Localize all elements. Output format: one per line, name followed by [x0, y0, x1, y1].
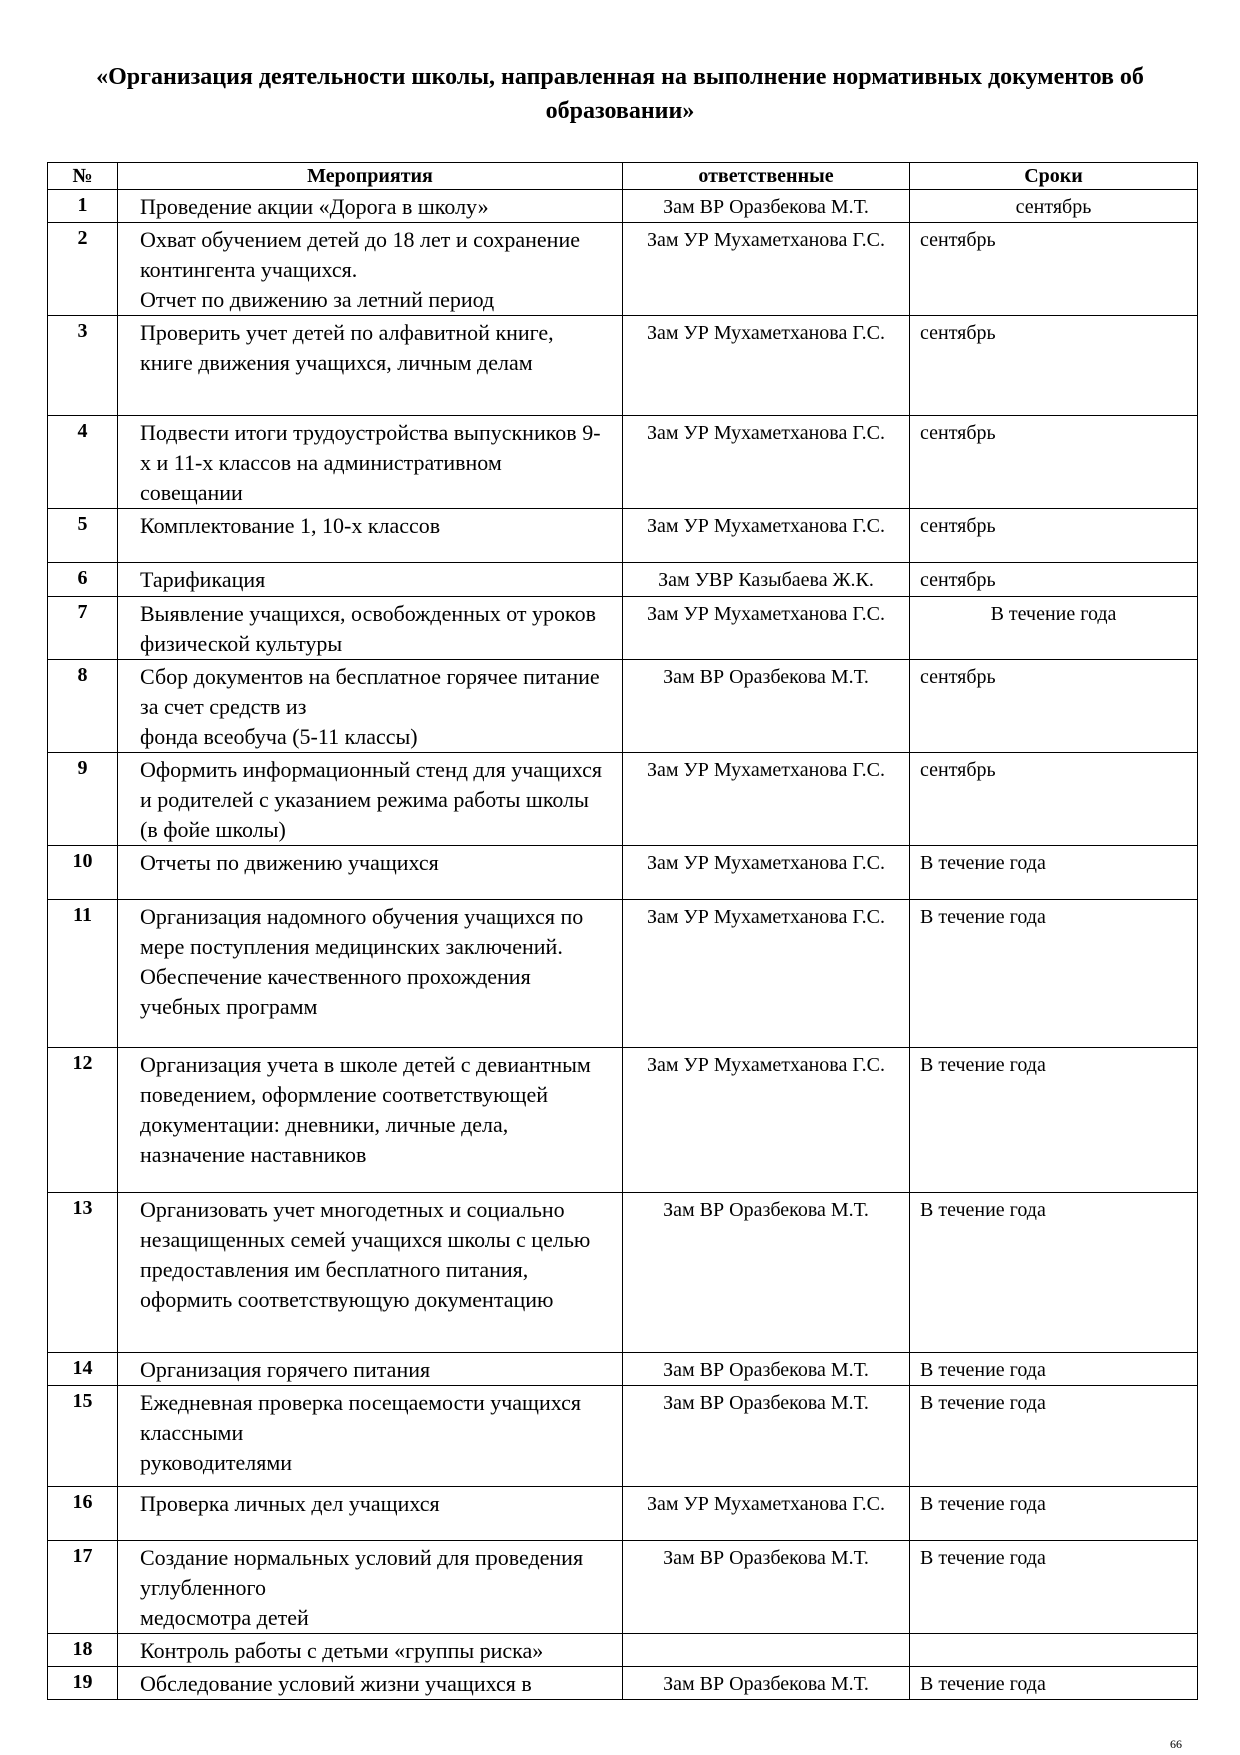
row-num: 1 — [48, 190, 118, 223]
row-term: В течение года — [910, 597, 1198, 660]
row-event: Создание нормальных условий для проведения углубленного медосмотра детей — [118, 1541, 623, 1634]
table-row — [48, 1048, 1198, 1193]
row-responsible: Зам ВР Оразбекова М.Т. — [623, 1353, 910, 1386]
table-row — [48, 1634, 1198, 1667]
row-event: Организовать учет многодетных и социально незащищенных семей учащихся школы с целью предоставления им бесплатного питания, оформить соответствующую документацию — [118, 1193, 623, 1353]
row-term: сентябрь — [910, 509, 1198, 563]
row-num: 3 — [48, 316, 118, 416]
row-responsible: Зам ВР Оразбекова М.Т. — [623, 1541, 910, 1634]
row-term: В течение года — [910, 1667, 1198, 1700]
row-num: 10 — [48, 846, 118, 900]
row-responsible: Зам ВР Оразбекова М.Т. — [623, 660, 910, 753]
row-num: 5 — [48, 509, 118, 563]
events-table — [47, 162, 1198, 1700]
row-event: Оформить информационный стенд для учащихся и родителей с указанием режима работы школы (в фойе школы) — [118, 753, 623, 846]
row-num: 12 — [48, 1048, 118, 1193]
page-title: «Организация деятельности школы, направленная на выполнение нормативных документов об образовании» — [96, 64, 1144, 124]
row-event: Организация учета в школе детей с девиантным поведением, оформление соответствующей документации: дневники, личные дела, назначение наставников — [118, 1048, 623, 1193]
row-event: Сбор документов на бесплатное горячее питание за счет средств из фонда всеобуча (5-11 классы) — [118, 660, 623, 753]
table-header-row — [48, 163, 1198, 190]
table-row — [48, 753, 1198, 846]
row-num: 18 — [48, 1634, 118, 1667]
row-responsible: Зам УР Мухаметханова Г.С. — [623, 416, 910, 509]
row-responsible: Зам УР Мухаметханова Г.С. — [623, 509, 910, 563]
table-row — [48, 563, 1198, 597]
row-term: В течение года — [910, 1353, 1198, 1386]
table-row — [48, 846, 1198, 900]
row-event: Проверка личных дел учащихся — [118, 1487, 623, 1541]
row-event: Обследование условий жизни учащихся в — [118, 1667, 623, 1700]
row-event: Проверить учет детей по алфавитной книге, книге движения учащихся, личным делам — [118, 316, 623, 416]
row-responsible: Зам ВР Оразбекова М.Т. — [623, 1386, 910, 1487]
row-num: 7 — [48, 597, 118, 660]
table-row — [48, 1386, 1198, 1487]
row-term: сентябрь — [910, 753, 1198, 846]
header-resp: ответственные — [623, 163, 910, 190]
row-num: 13 — [48, 1193, 118, 1353]
table-row — [48, 223, 1198, 316]
row-responsible — [623, 1634, 910, 1667]
row-event: Охват обучением детей до 18 лет и сохранение контингента учащихся. Отчет по движению за летний период — [118, 223, 623, 316]
row-num: 9 — [48, 753, 118, 846]
table-row — [48, 1541, 1198, 1634]
row-num: 2 — [48, 223, 118, 316]
table-row — [48, 1667, 1198, 1700]
row-term: сентябрь — [910, 563, 1198, 597]
row-term — [910, 1634, 1198, 1667]
table-row — [48, 1193, 1198, 1353]
row-term: сентябрь — [910, 660, 1198, 753]
row-responsible: Зам УР Мухаметханова Г.С. — [623, 597, 910, 660]
row-responsible: Зам УВР Казыбаева Ж.К. — [623, 563, 910, 597]
row-event: Контроль работы с детьми «группы риска» — [118, 1634, 623, 1667]
table-row — [48, 597, 1198, 660]
row-event: Организация надомного обучения учащихся по мере поступления медицинских заключений. Обеспечение качественного прохождения учебных программ — [118, 900, 623, 1048]
row-num: 16 — [48, 1487, 118, 1541]
row-term: В течение года — [910, 1048, 1198, 1193]
row-term: сентябрь — [910, 223, 1198, 316]
row-num: 15 — [48, 1386, 118, 1487]
row-term: сентябрь — [910, 416, 1198, 509]
row-responsible: Зам УР Мухаметханова Г.С. — [623, 846, 910, 900]
row-responsible: Зам ВР Оразбекова М.Т. — [623, 1193, 910, 1353]
row-num: 14 — [48, 1353, 118, 1386]
table-row — [48, 190, 1198, 223]
row-event: Выявление учащихся, освобожденных от уроков физической культуры — [118, 597, 623, 660]
row-event: Организация горячего питания — [118, 1353, 623, 1386]
row-responsible: Зам УР Мухаметханова Г.С. — [623, 1048, 910, 1193]
row-term: В течение года — [910, 1193, 1198, 1353]
row-event: Проведение акции «Дорога в школу» — [118, 190, 623, 223]
table-row — [48, 1487, 1198, 1541]
row-event: Подвести итоги трудоустройства выпускников 9-х и 11-х классов на административном совещании — [118, 416, 623, 509]
header-event: Мероприятия — [118, 163, 623, 190]
row-term: сентябрь — [910, 190, 1198, 223]
row-term: В течение года — [910, 846, 1198, 900]
row-event: Ежедневная проверка посещаемости учащихся классными руководителями — [118, 1386, 623, 1487]
table-row — [48, 509, 1198, 563]
table-row — [48, 316, 1198, 416]
row-term: В течение года — [910, 1386, 1198, 1487]
row-event: Тарификация — [118, 563, 623, 597]
row-num: 8 — [48, 660, 118, 753]
header-num: № — [48, 163, 118, 190]
row-term: сентябрь — [910, 316, 1198, 416]
row-term: В течение года — [910, 1487, 1198, 1541]
table-row — [48, 416, 1198, 509]
row-responsible: Зам УР Мухаметханова Г.С. — [623, 900, 910, 1048]
row-num: 4 — [48, 416, 118, 509]
row-num: 19 — [48, 1667, 118, 1700]
row-responsible: Зам УР Мухаметханова Г.С. — [623, 1487, 910, 1541]
row-responsible: Зам ВР Оразбекова М.Т. — [623, 190, 910, 223]
table-row — [48, 1353, 1198, 1386]
table-row — [48, 660, 1198, 753]
row-num: 17 — [48, 1541, 118, 1634]
row-event: Отчеты по движению учащихся — [118, 846, 623, 900]
row-responsible: Зам УР Мухаметханова Г.С. — [623, 316, 910, 416]
row-responsible: Зам ВР Оразбекова М.Т. — [623, 1667, 910, 1700]
header-term: Сроки — [910, 163, 1198, 190]
row-event: Комплектование 1, 10-х классов — [118, 509, 623, 563]
row-responsible: Зам УР Мухаметханова Г.С. — [623, 753, 910, 846]
row-term: В течение года — [910, 900, 1198, 1048]
row-num: 11 — [48, 900, 118, 1048]
page-number: 66 — [1170, 1737, 1182, 1751]
row-term: В течение года — [910, 1541, 1198, 1634]
row-responsible: Зам УР Мухаметханова Г.С. — [623, 223, 910, 316]
row-num: 6 — [48, 563, 118, 597]
table-row — [48, 900, 1198, 1048]
